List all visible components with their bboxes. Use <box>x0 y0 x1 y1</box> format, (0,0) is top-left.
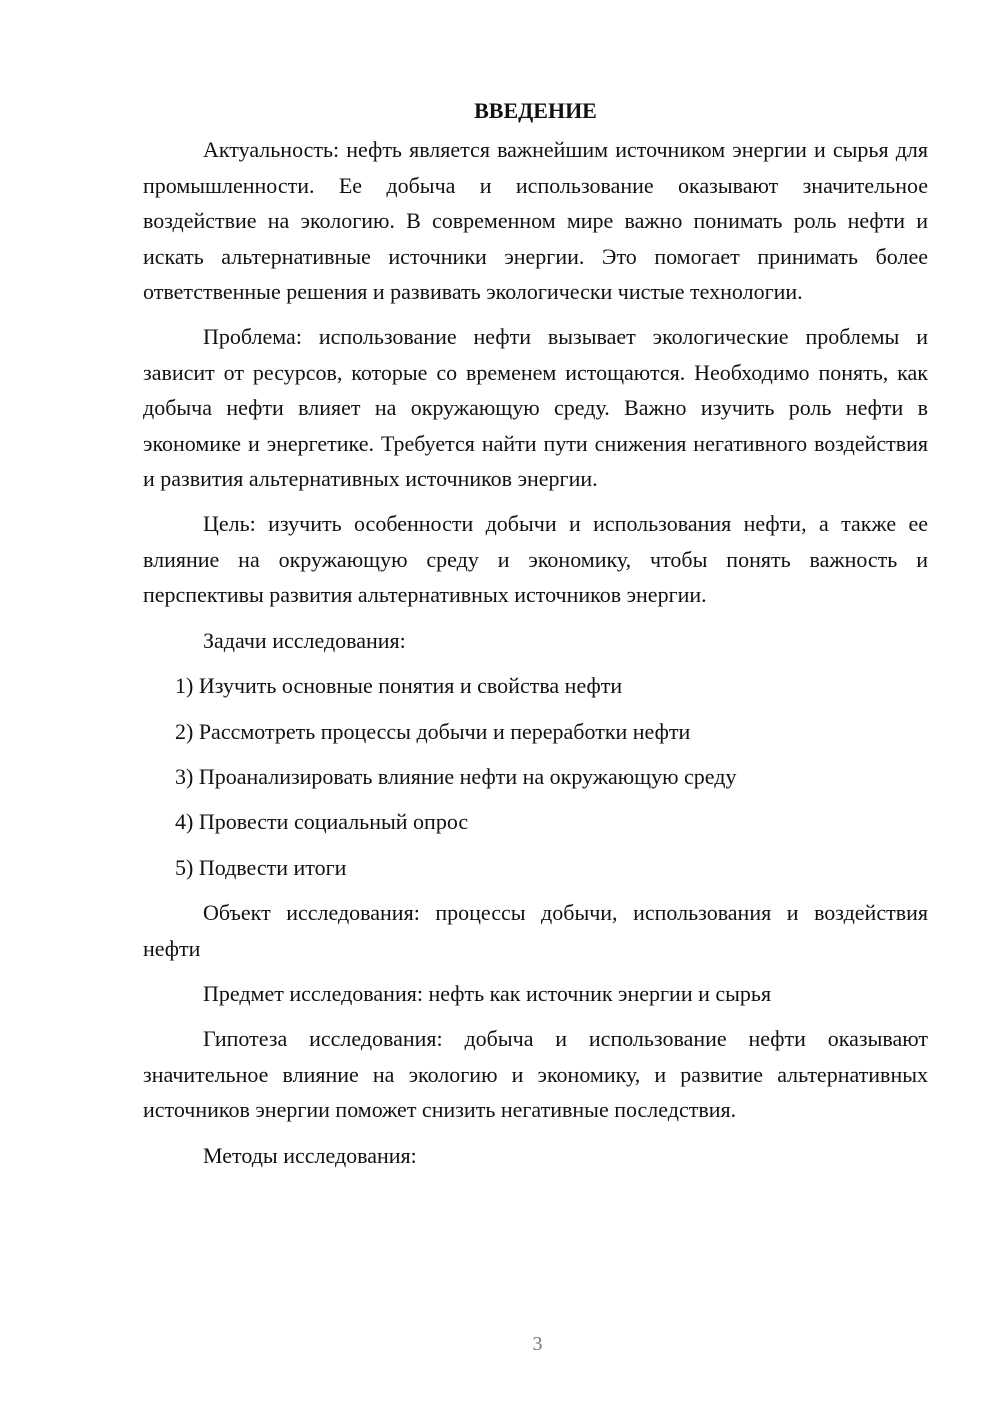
list-item: 4) Провести социальный опрос <box>175 809 469 835</box>
paragraph-goal: Цель: изучить особенности добычи и использования нефти, а также ее влияние на окружающую среду и экономику, чтобы понять важность и перспективы развития альтернативных источников энергии. <box>143 511 928 608</box>
paragraph-problem: Проблема: использование нефти вызывает экологические проблемы и зависит от ресурсов, которые со временем истощаются. Необходимо понять, как добыча нефти влияет на окружающую среду. Важно изучить роль нефти в экономике и энергетике. Требуется найти пути снижения негативного воздействия и развития альтернативных источников энергии. <box>143 324 928 492</box>
paragraph-tasks-heading: Задачи исследования: <box>203 627 406 653</box>
paragraph-subject: Предмет исследования: нефть как источник энергии и сырья <box>203 980 772 1006</box>
paragraph-hypothesis: Гипотеза исследования: добыча и использование нефти оказывают значительное влияние на экологию и экономику, и развитие альтернативных источников энергии поможет снизить негативные последствия. <box>143 1026 928 1123</box>
list-item: 2) Рассмотреть процессы добычи и переработки нефти <box>175 718 691 744</box>
paragraph-methods: Методы исследования: <box>203 1142 417 1168</box>
paragraph-relevance: Актуальность: нефть является важнейшим источником энергии и сырья для промышленности. Ее добыча и использование оказывают значительное воздействие на экологию. В современном мире важно понимать роль нефти и искать альтернативные источники энергии. Это помогает принимать более ответственные решения и развивать экологически чистые технологии. <box>143 137 928 305</box>
list-item: 1) Изучить основные понятия и свойства нефти <box>175 673 623 699</box>
list-item: 3) Проанализировать влияние нефти на окружающую среду <box>175 763 737 789</box>
tasks-list <box>143 668 928 885</box>
page-title: ВВЕДЕНИЕ <box>474 98 597 123</box>
list-item: 5) Подвести итоги <box>175 854 347 880</box>
paragraph-object: Объект исследования: процессы добычи, использования и воздействия нефти <box>143 900 928 961</box>
document-page <box>143 93 928 1183</box>
page-number: 3 <box>532 1333 543 1355</box>
